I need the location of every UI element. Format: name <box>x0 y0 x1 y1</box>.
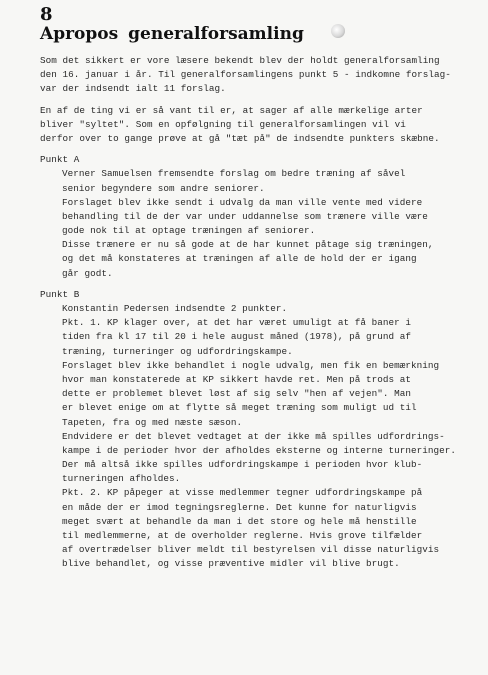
ink-blot-mark <box>331 24 345 38</box>
text-line: kampe i de perioder hvor der afholdes eksterne og interne turneringer. <box>62 444 457 456</box>
text-line: bliver "syltet". Som en opfølgning til generalforsamlingen vil vi <box>40 118 406 130</box>
text-line: til medlemmerne, at de overholder reglerne. Hvis grove tilfælder <box>62 530 423 541</box>
text-line: Pkt. 2. KP påpeger at visse medlemmer tegner udfordringskampe på <box>62 487 423 499</box>
text-line: Pkt. 1. KP klager over, at det har været umuligt at få baner i <box>62 317 411 329</box>
text-line: En af de ting vi er så vant til er, at sager af alle mærkelige arter <box>40 104 423 116</box>
text-line: meget svært at behandle da man i det store og hele må henstille <box>62 515 417 527</box>
text-line: behandling til de der var under uddannelse som trænere ville være <box>62 210 428 222</box>
text-line: træning, turneringer og udfordringskampe. <box>62 345 293 357</box>
title-word-1: Apropos <box>40 24 119 44</box>
text-line: Tapeten, fra og med næste sæson. <box>62 416 243 428</box>
text-line: Forslaget blev ikke behandlet i nogle udvalg, men fik en bemærkning <box>62 359 440 371</box>
text-line: er blevet enige om at flytte så meget træning som muligt ud til <box>62 402 417 414</box>
text-line: Som det sikkert er vore læsere bekendt blev der holdt generalforsamling <box>40 55 440 66</box>
text-line: Disse trænere er nu så gode at de har kunnet påtage sig træningen, <box>62 239 434 251</box>
text-line: derfor over to gange prøve at gå "tæt på" de indsendte punkters skæbne. <box>40 132 440 144</box>
section-heading-punkt-b: Punkt B <box>40 288 80 300</box>
page-number: 8 <box>40 4 53 25</box>
text-line: senior begyndere som andre seniorer. <box>62 182 265 194</box>
text-line: turneringen afholdes. <box>62 473 181 485</box>
text-line: hvor man konstaterede at KP sikkert havde ret. Men på trods at <box>62 373 411 385</box>
section-heading-punkt-a: Punkt A <box>40 154 80 166</box>
article-body <box>40 54 480 572</box>
text-line: af overtrædelser bliver meldt til bestyrelsen vil disse naturligvis <box>62 544 440 556</box>
text-line: Konstantin Pedersen indsendte 2 punkter. <box>62 303 288 314</box>
text-line: og det må konstateres at træningen af alle de hold der er igang <box>62 253 417 265</box>
text-line: Verner Samuelsen fremsendte forslag om bedre træning af såvel <box>62 168 406 180</box>
title-word-2: generalforsamling <box>128 24 304 44</box>
text-line: var der indsendt ialt 11 forslag. <box>40 83 226 95</box>
text-line: den 16. januar i år. Til generalforsamlingens punkt 5 - indkomne forslag- <box>40 69 451 81</box>
text-line: går godt. <box>62 267 113 279</box>
text-line: gode nok til at optage træningen af seniorer. <box>62 225 316 237</box>
text-line: Endvidere er det blevet vedtaget at der ikke må spilles udfordrings- <box>62 430 445 442</box>
page-title <box>40 24 304 44</box>
text-line: en måde der er imod tegningsreglerne. Det kunne for naturligvis <box>62 501 417 513</box>
text-line: blive behandlet, og visse præventive midler vil blive brugt. <box>62 558 400 570</box>
text-line: Der må altså ikke spilles udfordringskampe i perioden hvor klub- <box>62 459 423 471</box>
text-line: dette er problemet blevet løst af sig selv "hen af vejen". Man <box>62 388 411 400</box>
text-line: Forslaget blev ikke sendt i udvalg da man ville vente med videre <box>62 196 423 208</box>
text-line: tiden fra kl 17 til 20 i hele august måned (1978), på grund af <box>62 331 411 343</box>
